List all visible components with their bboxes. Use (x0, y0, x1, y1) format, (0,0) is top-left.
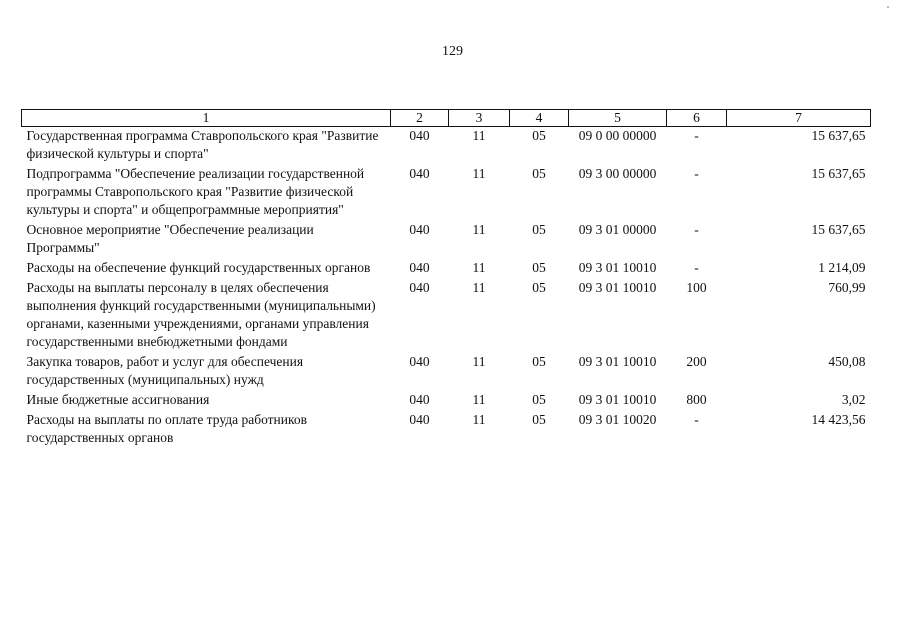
table-row (22, 165, 871, 221)
row-amount: 15 637,65 (811, 222, 866, 237)
row-amount: 760,99 (828, 280, 866, 295)
row-target-article: 09 0 00 00000 (578, 128, 657, 143)
row-subsection: 05 (532, 260, 546, 275)
row-subsection: 05 (532, 354, 546, 369)
row-name: Подпрограмма "Обеспечение реализации государственной программы Ставропольского края "Развитие физической культуры и спорта" и общепрограммные мероприятия" (26, 166, 365, 217)
row-subsection: 05 (532, 222, 546, 237)
row-amount: 15 637,65 (811, 128, 866, 143)
row-expense-type: - (694, 260, 699, 275)
header-cell-5: 5 (569, 110, 667, 127)
row-subsection: 05 (532, 392, 546, 407)
row-expense-type: - (694, 222, 699, 237)
row-name: Государственная программа Ставропольского края "Развитие физической культуры и спорта" (26, 128, 379, 161)
row-section: 11 (472, 222, 486, 237)
row-target-article: 09 3 00 00000 (578, 166, 657, 181)
row-subsection: 05 (532, 166, 546, 181)
row-section: 11 (472, 260, 486, 275)
row-target-article: 09 3 01 10010 (578, 392, 657, 407)
row-amount: 15 637,65 (811, 166, 866, 181)
row-ministry-code: 040 (409, 354, 430, 369)
row-name: Иные бюджетные ассигнования (26, 392, 210, 407)
row-target-article: 09 3 01 00000 (578, 222, 657, 237)
row-expense-type: 100 (686, 280, 707, 295)
row-expense-type: - (694, 128, 699, 143)
row-amount: 14 423,56 (811, 412, 866, 427)
row-expense-type: 200 (686, 354, 707, 369)
row-name: Закупка товаров, работ и услуг для обеспечения государственных (муниципальных) нужд (26, 354, 304, 387)
header-cell-2: 2 (391, 110, 449, 127)
row-amount: 3,02 (841, 392, 866, 407)
row-amount: 1 214,09 (818, 260, 866, 275)
row-name: Основное мероприятие "Обеспечение реализации Программы" (26, 222, 314, 255)
page-number: 129 (442, 44, 463, 59)
table-row (22, 127, 871, 166)
row-section: 11 (472, 392, 486, 407)
row-ministry-code: 040 (409, 222, 430, 237)
budget-table (21, 109, 871, 449)
row-ministry-code: 040 (409, 280, 430, 295)
row-name: Расходы на выплаты персоналу в целях обеспечения выполнения функций государственными (муниципальными) органами, казенными учреждениями, органами управления государственными внебюджетными фондами (26, 280, 376, 349)
table-row (22, 391, 871, 411)
row-section: 11 (472, 280, 486, 295)
row-subsection: 05 (532, 128, 546, 143)
header-cell-3: 3 (449, 110, 510, 127)
row-subsection: 05 (532, 280, 546, 295)
row-name: Расходы на выплаты по оплате труда работников государственных органов (26, 412, 307, 445)
header-cell-7: 7 (727, 110, 871, 127)
header-cell-1: 1 (22, 110, 391, 127)
row-expense-type: 800 (686, 392, 707, 407)
row-target-article: 09 3 01 10010 (578, 354, 657, 369)
table-row (22, 279, 871, 353)
row-section: 11 (472, 412, 486, 427)
table-row (22, 259, 871, 279)
row-ministry-code: 040 (409, 128, 430, 143)
row-name: Расходы на обеспечение функций государственных органов (26, 260, 371, 275)
table-header (22, 110, 871, 127)
header-cell-4: 4 (510, 110, 569, 127)
row-expense-type: - (694, 412, 699, 427)
row-ministry-code: 040 (409, 392, 430, 407)
table-row (22, 353, 871, 391)
row-ministry-code: 040 (409, 412, 430, 427)
row-target-article: 09 3 01 10020 (578, 412, 657, 427)
row-subsection: 05 (532, 412, 546, 427)
row-ministry-code: 040 (409, 260, 430, 275)
row-ministry-code: 040 (409, 166, 430, 181)
row-section: 11 (472, 354, 486, 369)
row-expense-type: - (694, 166, 699, 181)
row-section: 11 (472, 166, 486, 181)
header-cell-6: 6 (667, 110, 727, 127)
row-target-article: 09 3 01 10010 (578, 260, 657, 275)
header-row (22, 110, 871, 127)
table-row (22, 411, 871, 449)
table-body (22, 127, 871, 450)
table-row (22, 221, 871, 259)
row-section: 11 (472, 128, 486, 143)
row-target-article: 09 3 01 10010 (578, 280, 657, 295)
scan-artifact (887, 6, 889, 8)
row-amount: 450,08 (828, 354, 866, 369)
